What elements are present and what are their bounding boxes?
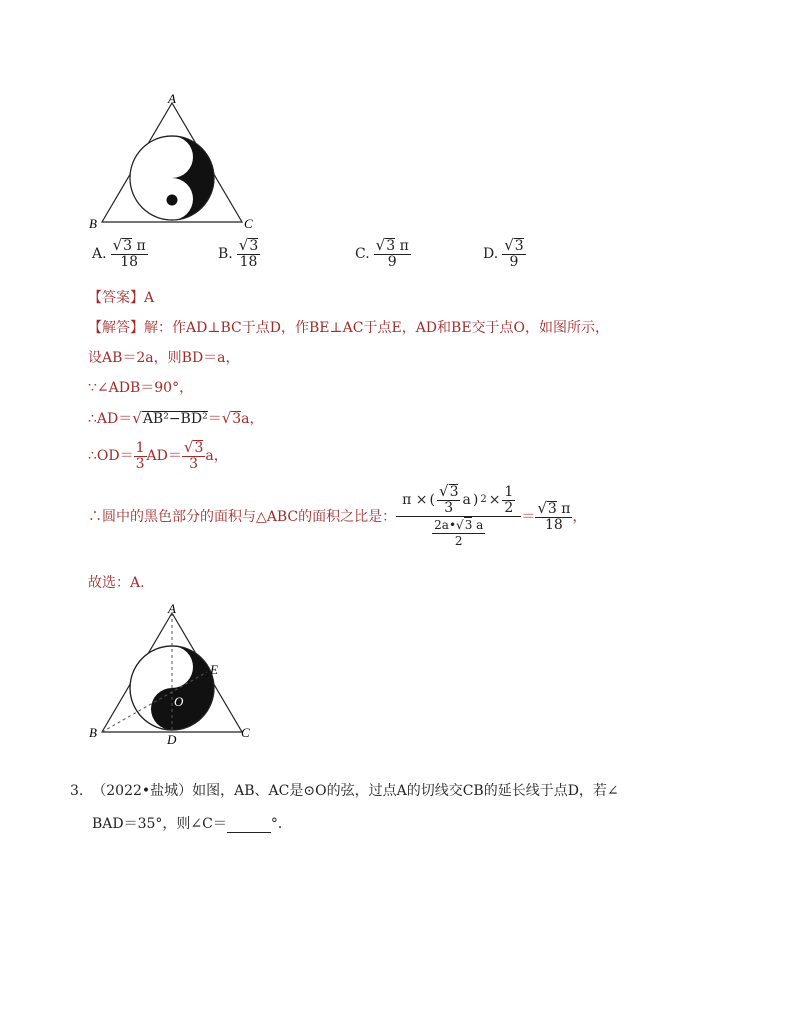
option-fraction: $\frac{√3}{18}$ bbox=[238, 236, 259, 270]
frac2-rad: 3 bbox=[194, 440, 204, 456]
pi-symbol: π bbox=[136, 238, 146, 254]
frac-num: 1 bbox=[135, 439, 145, 456]
option-d bbox=[483, 238, 526, 270]
option-letter: A. bbox=[92, 246, 107, 262]
solution-line-1 bbox=[88, 319, 609, 337]
question-number: 3. bbox=[70, 783, 84, 799]
den-a: 2a• bbox=[434, 518, 457, 532]
od-suffix: a， bbox=[205, 448, 228, 464]
figure-2-triangle-yin-yang-construction bbox=[86, 600, 262, 748]
radicand: 3 bbox=[123, 238, 133, 254]
solution-text: 解：作AD⊥BC于点D，作BE⊥AC于点E，AD和BE交于点O，如图所示， bbox=[144, 320, 610, 336]
denominator: 18 bbox=[120, 254, 139, 270]
frac-den: 3 bbox=[135, 455, 145, 472]
ratio-pi: π × bbox=[402, 492, 428, 508]
question-text-2: BAD＝35°，则∠C＝ bbox=[92, 816, 227, 832]
ratio-suffix: ， bbox=[572, 508, 587, 525]
fig2-label-a: A bbox=[168, 601, 176, 616]
answer-value: A bbox=[144, 290, 155, 306]
answer-line bbox=[88, 289, 154, 307]
question-suffix: °． bbox=[270, 816, 292, 832]
fig2-label-e: E bbox=[210, 662, 218, 677]
question-3-line-2 bbox=[92, 815, 292, 833]
solution-line-4: ∴AD＝√AB²−BD²＝√3a， bbox=[88, 409, 264, 427]
denominator: 9 bbox=[387, 254, 397, 270]
option-fraction: $\frac{√3 \pi}{18}$ bbox=[112, 236, 146, 270]
ratio-equals: ＝ bbox=[521, 508, 536, 525]
solution-line-6: ∴圆中的黑色部分的面积与△ABC的面积之比是： π × ( $\frac{√3}{3}$ a ) 2 × $\frac{1}{2}$ $\frac{2a•√3 a}{2}$ ＝ $\frac{√3 \pi}{18}$ ， bbox=[88, 482, 587, 548]
question-3-line-1 bbox=[70, 782, 619, 800]
option-letter: C. bbox=[355, 246, 370, 262]
figure-1-triangle-yin-yang bbox=[86, 90, 262, 235]
solution-tag: 【解答】 bbox=[88, 320, 144, 336]
radicand: 3 bbox=[249, 238, 259, 254]
fig1-label-a: A bbox=[168, 91, 176, 106]
res-pi: π bbox=[561, 500, 571, 517]
ratio-fraction: π × ( $\frac{√3}{3}$ a ) 2 × $\frac{1}{2}$ $\frac{2a•√3 a}{2}$ bbox=[396, 484, 521, 549]
option-b bbox=[218, 238, 260, 270]
half-num: 1 bbox=[504, 483, 514, 500]
den-den: 2 bbox=[454, 534, 463, 548]
ratio-prefix: ∴圆中的黑色部分的面积与△ABC的面积之比是： bbox=[88, 508, 397, 525]
ratio-square: 2 bbox=[480, 494, 487, 505]
option-letter: D. bbox=[483, 246, 499, 262]
option-letter: B. bbox=[218, 246, 233, 262]
radicand: 3 bbox=[514, 238, 524, 254]
solution-line-2: 设AB＝2a，则BD＝a， bbox=[88, 350, 240, 366]
equals: ＝ bbox=[207, 411, 222, 427]
fig1-label-c: C bbox=[244, 216, 253, 231]
solution-line-3: ∵∠ADB＝90°， bbox=[88, 380, 194, 396]
solution-line-5: ∴OD＝ $\frac{1}{3}$ AD＝ $\frac{√3}{3}$ a， bbox=[88, 438, 228, 472]
result-radicand: 3 bbox=[232, 411, 242, 427]
od-mid: AD＝ bbox=[146, 448, 182, 464]
answer-blank[interactable] bbox=[227, 818, 271, 833]
den-a2: a bbox=[476, 518, 484, 532]
radicand: 3 bbox=[386, 238, 396, 254]
fig2-label-d: D bbox=[167, 732, 177, 747]
question-text: （2022•盐城）如图，AB、AC是⊙O的弦，过点A的切线交CB的延长线于点D，若∠ bbox=[92, 783, 619, 799]
option-fraction: $\frac{√3}{9}$ bbox=[504, 236, 524, 270]
solution-conclusion: 故选：A. bbox=[88, 575, 145, 591]
denominator: 18 bbox=[239, 254, 258, 270]
fig1-label-b: B bbox=[89, 216, 97, 231]
denominator: 9 bbox=[509, 254, 519, 270]
answer-tag: 【答案】 bbox=[88, 290, 144, 306]
option-a bbox=[92, 238, 148, 270]
fig2-label-c: C bbox=[241, 725, 250, 740]
option-fraction: $\frac{√3 \pi}{9}$ bbox=[375, 236, 409, 270]
den-rad: 3 bbox=[464, 518, 473, 532]
res-den: 18 bbox=[545, 516, 563, 533]
fig2-label-o: O bbox=[174, 694, 184, 709]
frac2-den: 3 bbox=[189, 456, 199, 472]
option-c bbox=[355, 238, 411, 270]
ratio-rad: 3 bbox=[449, 484, 459, 500]
ad-radicand: AB²−BD² bbox=[142, 411, 208, 427]
fig2-label-b: B bbox=[89, 725, 97, 740]
ratio-times: × bbox=[488, 492, 501, 508]
od-prefix: ∴OD＝ bbox=[88, 448, 134, 464]
ratio-a: a bbox=[462, 492, 471, 508]
res-rad: 3 bbox=[547, 500, 557, 517]
ad-suffix: a， bbox=[241, 411, 264, 427]
half-den: 2 bbox=[504, 499, 514, 516]
pi-symbol: π bbox=[399, 238, 409, 254]
ad-prefix: ∴AD＝ bbox=[88, 411, 133, 427]
